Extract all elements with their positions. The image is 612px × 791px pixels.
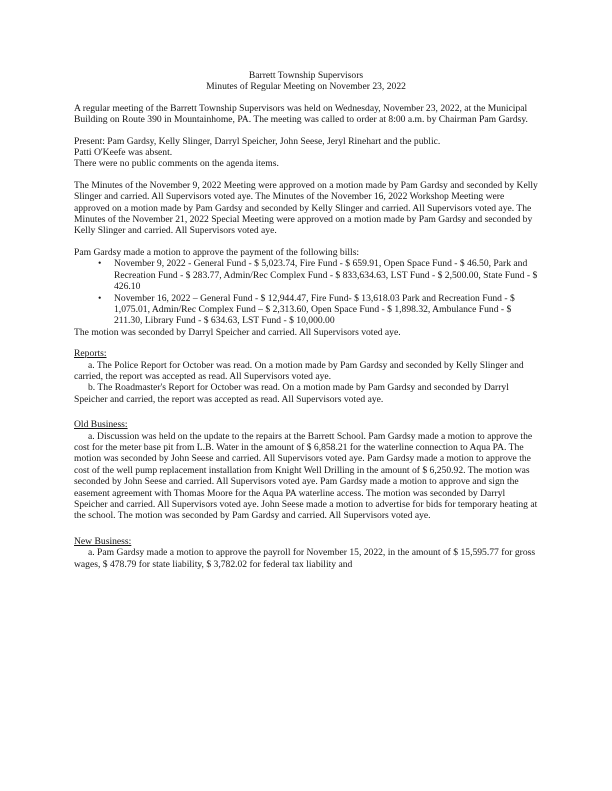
new-business-item: a. Pam Gardsy made a motion to approve the payroll for November 15, 2022, in the amount of $ 15,595.77 for gross wages, $ 478.79 for state liability, $ 3,782.02 for federal tax liability and (74, 547, 536, 570)
document-subtitle: Minutes of Regular Meeting on November 23, 2022 (206, 81, 406, 93)
old-business-item: a. Discussion was held on the update to the repairs at the Barrett School. Pam Gardsy made a motion to approve the cost for the meter base pit from L.B. Water in the amount of $ 6,858.21 for the waterline connection to Aqua PA. The motion was seconded by John Seese and carried. All Supervisors voted aye. Pam Gardsy made a motion to approve the cost of the well pump replacement installation from Knight Well Drilling in the amount of $ 6,250.92. The motion was seconded by John Seese and carried. All Supervisors voted aye. Pam Gardsy made a motion to approve and sign the easement agreement with Thomas Moore for the Aqua PA waterline access. The motion was seconded by Darryl Speicher and carried. All Supervisors voted aye. John Seese made a motion to advertise for bids for temporary heating at the school. The motion was seconded by Pam Gardsy and carried. All Supervisors voted aye. (74, 430, 538, 522)
bills-intro: Pam Gardsy made a motion to approve the payment of the following bills: (74, 246, 360, 258)
new-business-heading: New Business: (74, 535, 132, 547)
reports-section (74, 348, 538, 405)
report-item: a. The Police Report for October was read. On a motion made by Pam Gardsy and seconded by Kelly Slinger and carried, the report was accepted as read. All Supervisors voted aye. (74, 359, 524, 382)
bills-list (74, 258, 538, 326)
bill-item: • November 9, 2022 - General Fund - $ 5,023.74, Fire Fund - $ 659.91, Open Space Fund - $ 46.50, Park and Recreation Fund - $ 283.77, Admin/Rec Complex Fund - $ 833,634.63, LST Fund - $ 2,500.00, State Fund - $ 426.10 (114, 258, 538, 292)
document-title: Barrett Township Supervisors (248, 70, 364, 81)
new-business-section (74, 536, 538, 570)
public-comments: There were no public comments on the agenda items. (74, 158, 279, 170)
old-business-heading: Old Business: (74, 419, 128, 431)
reports-heading: Reports: (74, 348, 107, 360)
report-item: b. The Roadmaster's Report for October was read. On a motion made by Pam Gardsy and seconded by Darryl Speicher and carried, the report was accepted as read. All Supervisors voted aye. (74, 382, 509, 405)
minutes-approval-paragraph: The Minutes of the November 9, 2022 Meeting were approved on a motion made by Pam Gardsy and seconded by Kelly Slinger and carried. All Supervisors voted aye. The Minutes of the November 16, 2022 Workshop Meeting were approved on a motion made by Pam Gardsy and seconded by Kelly Slinger and carried. All Supervisors voted aye. The Minutes of the November 21, 2022 Special Meeting were approved on a motion made by Pam Gardsy and seconded by Kelly Slinger and carried. All Supervisors voted aye. (74, 179, 538, 237)
old-business-section (74, 419, 538, 522)
attendance-present: Present: Pam Gardsy, Kelly Slinger, Darryl Speicher, John Seese, Jeryl Rinehart and the public. (74, 135, 441, 147)
attendance-absent: Patti O'Keefe was absent. (74, 147, 173, 159)
bills-closing: The motion was seconded by Darryl Speicher and carried. All Supervisors voted aye. (74, 326, 401, 338)
bill-item: • November 16, 2022 – General Fund - $ 12,944.47, Fire Fund- $ 13,618.03 Park and Recreation Fund - $ 1,075.01, Admin/Rec Complex Fund – $ 2,313.60, Open Space Fund - $ 1,898.32, Ambulance Fund - $ 211.30, Library Fund - $ 634.63, LST Fund - $ 10,000.00 (114, 293, 538, 327)
intro-paragraph: A regular meeting of the Barrett Township Supervisors was held on Wednesday, November 23, 2022, at the Municipal Building on Route 390 in Mountainhome, PA. The meeting was called to order at 8:00 a.m. by Chairman Pam Gardsy. (74, 102, 528, 126)
